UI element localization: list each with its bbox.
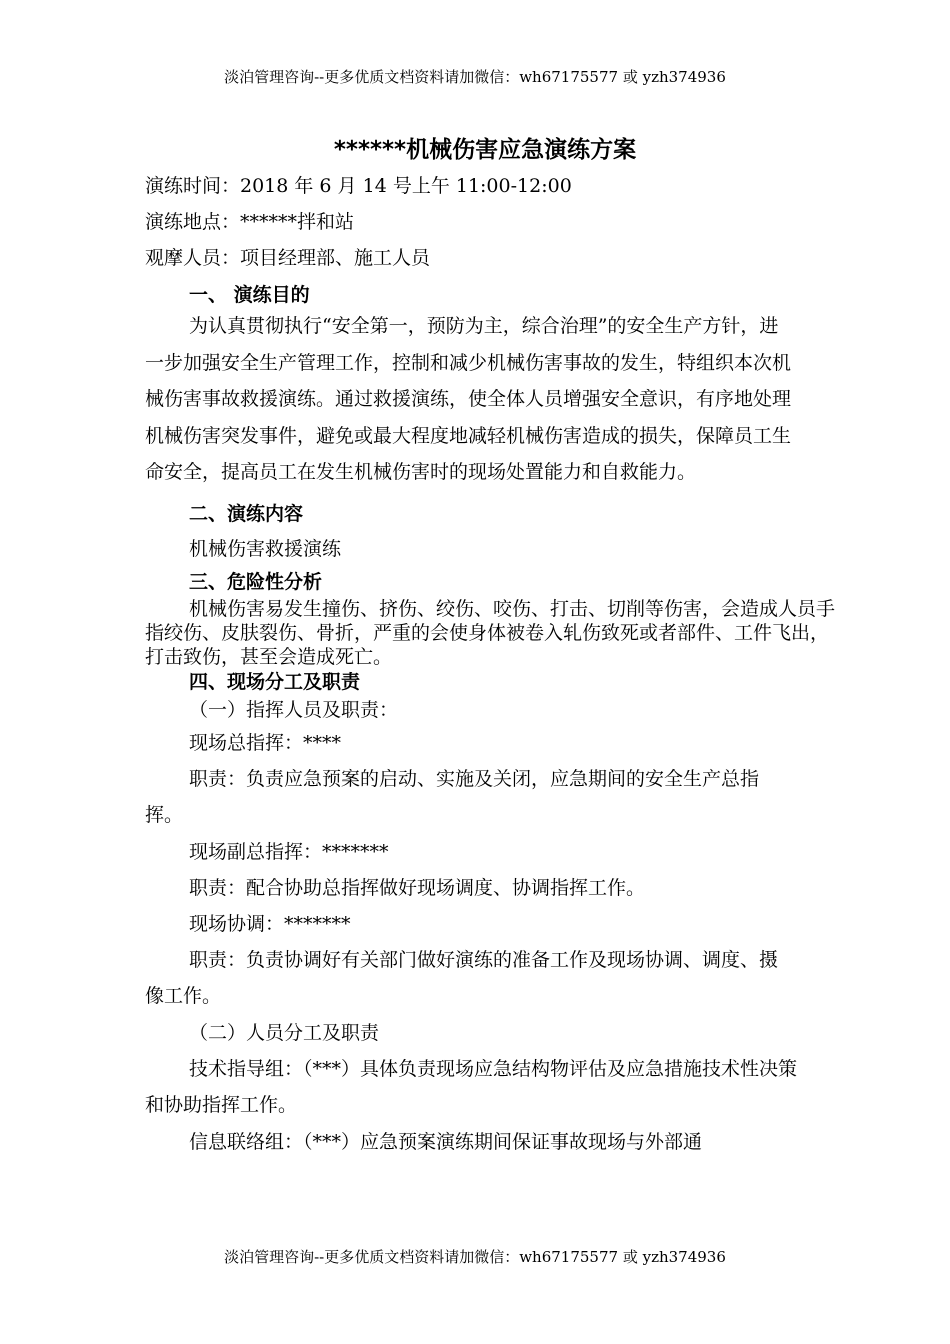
- vice-commander-duty: 职责：配合协助总指挥做好现场调度、协调指挥工作。: [189, 876, 646, 899]
- site-coordinator: 现场协调：*******: [189, 912, 351, 935]
- section-heading-roles: 四、现场分工及职责: [189, 670, 361, 693]
- document-title: ******机械伤害应急演练方案: [333, 137, 637, 163]
- section-heading-content: 二、演练内容: [189, 502, 304, 525]
- chief-commander-duty: 职责：负责应急预案的启动、实施及关闭，应急期间的安全生产总指挥。: [145, 767, 760, 826]
- section-body-content: 机械伤害救援演练: [189, 537, 342, 560]
- info-liaison-group: 信息联络组：（***）应急预案演练期间保证事故现场与外部通: [189, 1130, 703, 1153]
- section-body-hazard: 机械伤害易发生撞伤、挤伤、绞伤、咬伤、打击、切削等伤害，会造成人员手指绞伤、皮肤裂伤、骨折，严重的会使身体被卷入轧伤致死或者部件、工件飞出，打击致伤，甚至会造成死亡。: [145, 597, 836, 668]
- subsection-staff: （二）人员分工及职责: [189, 1021, 380, 1044]
- site-coordinator-duty: 职责：负责协调好有关部门做好演练的准备工作及现场协调、调度、摄像工作。: [145, 948, 779, 1007]
- drill-time: 演练时间：2018 年 6 月 14 号上午 11:00-12:00: [145, 175, 572, 197]
- subsection-commanders: （一）指挥人员及职责：: [189, 698, 399, 721]
- drill-observers: 观摩人员：项目经理部、施工人员: [145, 247, 431, 269]
- section-body-purpose: 为认真贯彻执行“安全第一，预防为主，综合治理”的安全生产方针，进一步加强安全生产管理工作，控制和减少机械伤害事故的发生，特组织本次机械伤害事故救援演练。通过救援演练，使全体人员增强安全意识，有序地处理机械伤害突发事件，避免或最大程度地减轻机械伤害造成的损失，保障员工生命安全，提高员工在发生机械伤害时的现场处置能力和自救能力。: [145, 315, 792, 483]
- document-body: [145, 132, 836, 1160]
- tech-guidance-group: 技术指导组：（***）具体负责现场应急结构物评估及应急措施技术性决策和协助指挥工作。: [145, 1057, 798, 1116]
- chief-commander: 现场总指挥：****: [189, 731, 342, 754]
- page-footer-watermark: 淡泊管理咨询--更多优质文档资料请加微信：wh67175577 或 yzh374936: [224, 1248, 726, 1266]
- section-heading-purpose: 一、 演练目的: [189, 284, 310, 306]
- vice-commander: 现场副总指挥：*******: [189, 840, 389, 863]
- section-heading-hazard: 三、危险性分析: [189, 570, 323, 593]
- page-header-watermark: 淡泊管理咨询--更多优质文档资料请加微信：wh67175577 或 yzh374936: [224, 68, 726, 86]
- drill-location: 演练地点：******拌和站: [145, 211, 355, 233]
